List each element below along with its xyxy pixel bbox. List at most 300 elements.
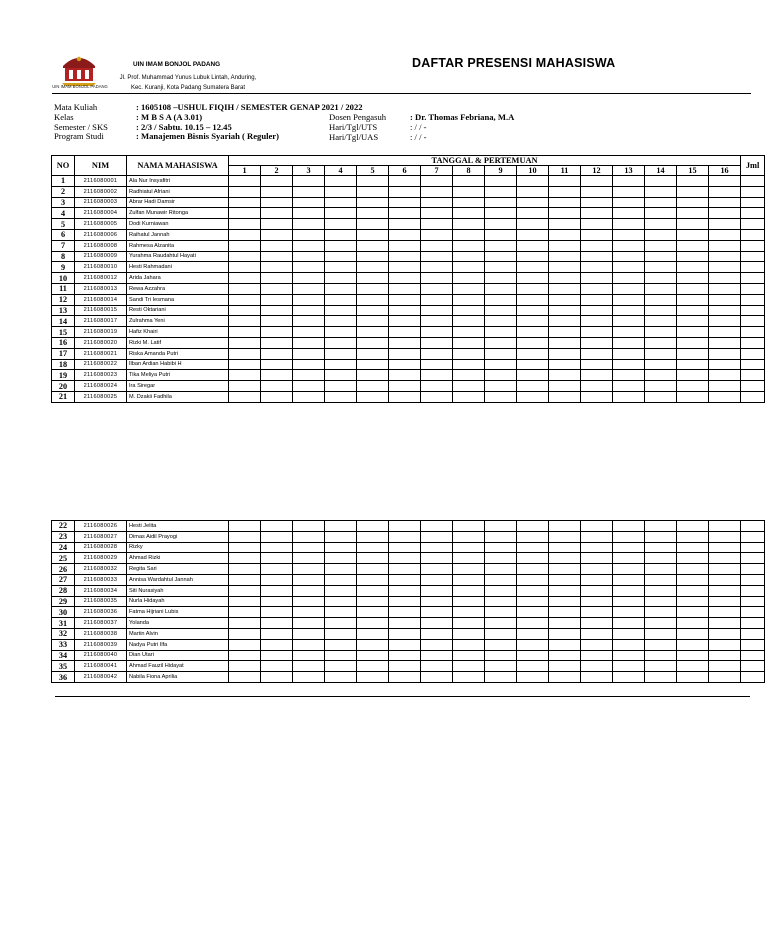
meeting-number-header: 4 xyxy=(325,166,357,176)
attendance-cell xyxy=(421,229,453,240)
meeting-number-header: 12 xyxy=(581,166,613,176)
meeting-number-header: 14 xyxy=(645,166,677,176)
attendance-cell xyxy=(709,639,741,650)
student-row xyxy=(52,574,765,585)
attendance-cell xyxy=(677,618,709,629)
attendance-cell xyxy=(581,381,613,392)
attendance-cell xyxy=(645,521,677,532)
attendance-cell xyxy=(709,531,741,542)
attendance-cell xyxy=(517,521,549,532)
attendance-cell xyxy=(293,542,325,553)
attendance-cell xyxy=(677,229,709,240)
student-row xyxy=(52,607,765,618)
attendance-cell xyxy=(645,186,677,197)
attendance-cell xyxy=(677,294,709,305)
attendance-cell xyxy=(645,391,677,402)
attendance-cell xyxy=(421,316,453,327)
attendance-cell xyxy=(325,305,357,316)
attendance-cell xyxy=(293,283,325,294)
student-nim: 2116080040 xyxy=(75,650,127,661)
total-cell xyxy=(741,262,765,273)
attendance-cell xyxy=(549,596,581,607)
attendance-cell xyxy=(453,596,485,607)
attendance-cell xyxy=(229,596,261,607)
student-row xyxy=(52,273,765,284)
attendance-cell xyxy=(357,262,389,273)
attendance-cell xyxy=(261,639,293,650)
attendance-cell xyxy=(293,348,325,359)
attendance-cell xyxy=(325,359,357,370)
student-nim: 2116080033 xyxy=(75,574,127,585)
attendance-cell xyxy=(517,186,549,197)
attendance-cell xyxy=(357,639,389,650)
total-cell xyxy=(741,283,765,294)
attendance-cell xyxy=(645,596,677,607)
attendance-cell xyxy=(549,661,581,672)
attendance-cell xyxy=(677,639,709,650)
attendance-cell xyxy=(645,618,677,629)
attendance-cell xyxy=(613,316,645,327)
attendance-cell xyxy=(517,294,549,305)
student-nim: 2116080010 xyxy=(75,262,127,273)
attendance-cell xyxy=(581,596,613,607)
student-row xyxy=(52,251,765,262)
attendance-cell xyxy=(613,240,645,251)
attendance-cell xyxy=(293,564,325,575)
attendance-cell xyxy=(293,337,325,348)
student-row xyxy=(52,229,765,240)
attendance-cell xyxy=(485,521,517,532)
attendance-cell xyxy=(517,564,549,575)
student-name: Siti Nurasiyah xyxy=(127,585,229,596)
attendance-cell xyxy=(581,327,613,338)
label-dosen: Dosen Pengasuh xyxy=(329,112,387,122)
attendance-cell xyxy=(453,262,485,273)
attendance-cell xyxy=(229,337,261,348)
attendance-cell xyxy=(709,219,741,230)
attendance-cell xyxy=(293,661,325,672)
attendance-cell xyxy=(517,596,549,607)
attendance-cell xyxy=(325,240,357,251)
attendance-cell xyxy=(645,197,677,208)
attendance-cell xyxy=(613,337,645,348)
student-nim: 2116080034 xyxy=(75,585,127,596)
student-name: Arida Jahara xyxy=(127,273,229,284)
label-kelas: Kelas xyxy=(54,111,74,122)
attendance-cell xyxy=(709,316,741,327)
attendance-cell xyxy=(293,219,325,230)
student-number: 34 xyxy=(52,650,75,661)
total-cell xyxy=(741,337,765,348)
attendance-cell xyxy=(613,381,645,392)
attendance-cell xyxy=(485,391,517,402)
total-cell xyxy=(741,327,765,338)
attendance-cell xyxy=(581,359,613,370)
total-cell xyxy=(741,521,765,532)
attendance-cell xyxy=(229,650,261,661)
attendance-cell xyxy=(357,370,389,381)
student-name: Annisa Wardahtul Jannah xyxy=(127,574,229,585)
attendance-cell xyxy=(645,553,677,564)
student-name: Tika Meliya Putri xyxy=(127,370,229,381)
attendance-cell xyxy=(229,348,261,359)
student-row xyxy=(52,316,765,327)
attendance-cell xyxy=(229,391,261,402)
student-name: Ala Nur Insyafitri xyxy=(127,176,229,187)
attendance-cell xyxy=(709,176,741,187)
student-name: Zulfan Munawir Ritonga xyxy=(127,208,229,219)
attendance-cell xyxy=(357,359,389,370)
student-name: Ilban Ardian Habibi H xyxy=(127,359,229,370)
attendance-cell xyxy=(325,370,357,381)
attendance-cell xyxy=(261,553,293,564)
attendance-cell xyxy=(677,553,709,564)
student-name: Dodi Kurniawan xyxy=(127,219,229,230)
attendance-cell xyxy=(357,607,389,618)
attendance-cell xyxy=(325,607,357,618)
attendance-cell xyxy=(389,305,421,316)
col-header-nama: NAMA MAHASISWA xyxy=(127,156,229,176)
attendance-cell xyxy=(229,197,261,208)
attendance-cell xyxy=(261,650,293,661)
attendance-cell xyxy=(325,337,357,348)
attendance-cell xyxy=(261,316,293,327)
attendance-cell xyxy=(261,273,293,284)
attendance-cell xyxy=(421,327,453,338)
attendance-cell xyxy=(453,650,485,661)
total-cell xyxy=(741,240,765,251)
attendance-cell xyxy=(325,661,357,672)
student-number: 7 xyxy=(52,240,75,251)
attendance-cell xyxy=(325,542,357,553)
attendance-cell xyxy=(709,208,741,219)
attendance-cell xyxy=(357,197,389,208)
student-nim: 2116080003 xyxy=(75,197,127,208)
logo-caption: UIN IMAM BONJOL PADANG xyxy=(52,84,108,89)
attendance-cell xyxy=(357,542,389,553)
attendance-cell xyxy=(389,672,421,683)
total-cell xyxy=(741,381,765,392)
attendance-cell xyxy=(613,251,645,262)
attendance-cell xyxy=(453,661,485,672)
student-name: Rizky xyxy=(127,542,229,553)
student-number: 5 xyxy=(52,219,75,230)
attendance-cell xyxy=(421,197,453,208)
attendance-cell xyxy=(261,381,293,392)
attendance-cell xyxy=(293,327,325,338)
student-row xyxy=(52,197,765,208)
attendance-cell xyxy=(261,219,293,230)
attendance-cell xyxy=(453,176,485,187)
attendance-cell xyxy=(517,672,549,683)
attendance-cell xyxy=(421,283,453,294)
total-cell xyxy=(741,370,765,381)
attendance-cell xyxy=(453,521,485,532)
attendance-cell xyxy=(453,370,485,381)
attendance-cell xyxy=(453,219,485,230)
attendance-cell xyxy=(421,672,453,683)
attendance-cell xyxy=(485,661,517,672)
attendance-cell xyxy=(549,262,581,273)
attendance-cell xyxy=(517,283,549,294)
attendance-cell xyxy=(229,661,261,672)
attendance-table-top xyxy=(51,155,765,403)
attendance-cell xyxy=(645,531,677,542)
student-number: 15 xyxy=(52,327,75,338)
meeting-number-header: 7 xyxy=(421,166,453,176)
value-dosen: : Dr. Thomas Febriana, M.A xyxy=(410,112,515,122)
student-row xyxy=(52,596,765,607)
attendance-cell xyxy=(229,628,261,639)
attendance-cell xyxy=(485,672,517,683)
attendance-cell xyxy=(549,208,581,219)
attendance-cell xyxy=(261,672,293,683)
student-nim: 2116080042 xyxy=(75,672,127,683)
attendance-cell xyxy=(485,370,517,381)
attendance-cell xyxy=(325,262,357,273)
student-nim: 2116080027 xyxy=(75,531,127,542)
attendance-cell xyxy=(389,618,421,629)
attendance-cell xyxy=(357,273,389,284)
total-cell xyxy=(741,531,765,542)
attendance-cell xyxy=(549,251,581,262)
value-program-studi: : Manajemen Bisnis Syariah ( Reguler) xyxy=(136,131,279,142)
attendance-cell xyxy=(229,639,261,650)
attendance-cell xyxy=(421,370,453,381)
attendance-cell xyxy=(709,650,741,661)
attendance-cell xyxy=(389,370,421,381)
attendance-cell xyxy=(453,531,485,542)
attendance-cell xyxy=(613,391,645,402)
attendance-cell xyxy=(517,348,549,359)
attendance-cell xyxy=(485,208,517,219)
attendance-cell xyxy=(293,359,325,370)
student-nim: 2116080039 xyxy=(75,639,127,650)
attendance-cell xyxy=(645,316,677,327)
attendance-cell xyxy=(709,628,741,639)
attendance-cell xyxy=(677,359,709,370)
attendance-cell xyxy=(421,531,453,542)
attendance-cell xyxy=(293,618,325,629)
student-number: 10 xyxy=(52,273,75,284)
attendance-cell xyxy=(485,381,517,392)
attendance-cell xyxy=(485,316,517,327)
student-number: 8 xyxy=(52,251,75,262)
attendance-cell xyxy=(485,348,517,359)
attendance-cell xyxy=(293,316,325,327)
attendance-cell xyxy=(517,542,549,553)
attendance-cell xyxy=(613,176,645,187)
attendance-cell xyxy=(613,208,645,219)
attendance-cell xyxy=(709,186,741,197)
attendance-cell xyxy=(485,639,517,650)
total-cell xyxy=(741,628,765,639)
attendance-cell xyxy=(613,521,645,532)
student-number: 11 xyxy=(52,283,75,294)
attendance-cell xyxy=(453,327,485,338)
attendance-cell xyxy=(485,273,517,284)
attendance-cell xyxy=(549,531,581,542)
attendance-cell xyxy=(421,176,453,187)
attendance-cell xyxy=(421,607,453,618)
attendance-cell xyxy=(517,229,549,240)
label-uas: Hari/Tgl/UAS xyxy=(329,131,379,142)
attendance-cell xyxy=(421,521,453,532)
attendance-cell xyxy=(229,240,261,251)
attendance-cell xyxy=(357,251,389,262)
attendance-cell xyxy=(517,337,549,348)
student-name: Yolanda xyxy=(127,618,229,629)
attendance-cell xyxy=(517,531,549,542)
attendance-cell xyxy=(357,316,389,327)
attendance-cell xyxy=(485,197,517,208)
student-name: Riska Amanda Putri xyxy=(127,348,229,359)
attendance-cell xyxy=(485,262,517,273)
attendance-cell xyxy=(453,574,485,585)
attendance-cell xyxy=(517,628,549,639)
attendance-cell xyxy=(517,370,549,381)
student-number: 4 xyxy=(52,208,75,219)
attendance-cell xyxy=(549,229,581,240)
attendance-cell xyxy=(549,553,581,564)
attendance-cell xyxy=(645,240,677,251)
attendance-cell xyxy=(677,316,709,327)
attendance-cell xyxy=(485,283,517,294)
attendance-cell xyxy=(549,305,581,316)
student-nim: 2116080015 xyxy=(75,305,127,316)
attendance-cell xyxy=(357,294,389,305)
attendance-cell xyxy=(485,564,517,575)
university-name: UIN IMAM BONJOL PADANG xyxy=(133,61,221,68)
attendance-cell xyxy=(421,273,453,284)
student-name: Abrar Hadi Damsir xyxy=(127,197,229,208)
attendance-cell xyxy=(421,294,453,305)
attendance-cell xyxy=(357,574,389,585)
student-row xyxy=(52,531,765,542)
attendance-cell xyxy=(517,316,549,327)
student-row xyxy=(52,262,765,273)
attendance-cell xyxy=(549,197,581,208)
total-cell xyxy=(741,186,765,197)
attendance-cell xyxy=(325,327,357,338)
attendance-cell xyxy=(293,370,325,381)
document-title: DAFTAR PRESENSI MAHASISWA xyxy=(412,56,616,70)
meeting-number-header: 2 xyxy=(261,166,293,176)
student-number: 36 xyxy=(52,672,75,683)
total-cell xyxy=(741,618,765,629)
attendance-cell xyxy=(549,359,581,370)
student-nim: 2116080020 xyxy=(75,337,127,348)
attendance-cell xyxy=(293,391,325,402)
label-uts: Hari/Tgl/UTS xyxy=(329,121,378,132)
student-name: Rewa Azzahra xyxy=(127,283,229,294)
attendance-cell xyxy=(261,283,293,294)
attendance-cell xyxy=(709,607,741,618)
attendance-cell xyxy=(325,381,357,392)
attendance-cell xyxy=(229,208,261,219)
attendance-cell xyxy=(389,197,421,208)
attendance-cell xyxy=(261,628,293,639)
student-nim: 2116080012 xyxy=(75,273,127,284)
attendance-cell xyxy=(325,219,357,230)
attendance-cell xyxy=(261,596,293,607)
attendance-cell xyxy=(421,251,453,262)
attendance-cell xyxy=(357,337,389,348)
attendance-cell xyxy=(421,553,453,564)
attendance-cell xyxy=(261,531,293,542)
student-row xyxy=(52,672,765,683)
attendance-cell xyxy=(581,348,613,359)
attendance-cell xyxy=(677,337,709,348)
attendance-cell xyxy=(261,348,293,359)
attendance-cell xyxy=(389,650,421,661)
attendance-cell xyxy=(645,283,677,294)
attendance-cell xyxy=(261,618,293,629)
attendance-cell xyxy=(293,585,325,596)
attendance-cell xyxy=(645,661,677,672)
attendance-cell xyxy=(293,628,325,639)
attendance-cell xyxy=(453,240,485,251)
student-nim: 2116080009 xyxy=(75,251,127,262)
student-number: 20 xyxy=(52,381,75,392)
student-name: Zulrahma Yeni xyxy=(127,316,229,327)
total-cell xyxy=(741,359,765,370)
attendance-cell xyxy=(229,553,261,564)
attendance-cell xyxy=(389,316,421,327)
attendance-cell xyxy=(453,381,485,392)
student-row xyxy=(52,661,765,672)
attendance-cell xyxy=(709,229,741,240)
student-nim: 2116080019 xyxy=(75,327,127,338)
attendance-cell xyxy=(677,585,709,596)
attendance-cell xyxy=(325,197,357,208)
attendance-cell xyxy=(261,337,293,348)
attendance-cell xyxy=(421,574,453,585)
attendance-cell xyxy=(613,639,645,650)
attendance-cell xyxy=(453,564,485,575)
attendance-cell xyxy=(581,574,613,585)
attendance-cell xyxy=(549,564,581,575)
total-cell xyxy=(741,607,765,618)
student-row xyxy=(52,208,765,219)
student-number: 9 xyxy=(52,262,75,273)
attendance-cell xyxy=(325,521,357,532)
student-number: 25 xyxy=(52,553,75,564)
attendance-cell xyxy=(229,381,261,392)
student-nim: 2116080035 xyxy=(75,596,127,607)
attendance-cell xyxy=(709,197,741,208)
student-row xyxy=(52,628,765,639)
attendance-cell xyxy=(645,585,677,596)
student-row xyxy=(52,337,765,348)
attendance-cell xyxy=(325,639,357,650)
student-row xyxy=(52,521,765,532)
attendance-cell xyxy=(517,391,549,402)
attendance-cell xyxy=(453,294,485,305)
attendance-cell xyxy=(613,273,645,284)
attendance-cell xyxy=(677,661,709,672)
attendance-cell xyxy=(229,327,261,338)
attendance-cell xyxy=(357,596,389,607)
student-number: 19 xyxy=(52,370,75,381)
attendance-cell xyxy=(549,283,581,294)
attendance-cell xyxy=(613,661,645,672)
meeting-number-header: 3 xyxy=(293,166,325,176)
value-mata-kuliah: : 1605108 –USHUL FIQIH / SEMESTER GENAP 2021 / 2022 xyxy=(136,102,363,112)
attendance-cell xyxy=(549,585,581,596)
attendance-cell xyxy=(709,585,741,596)
attendance-cell xyxy=(677,208,709,219)
